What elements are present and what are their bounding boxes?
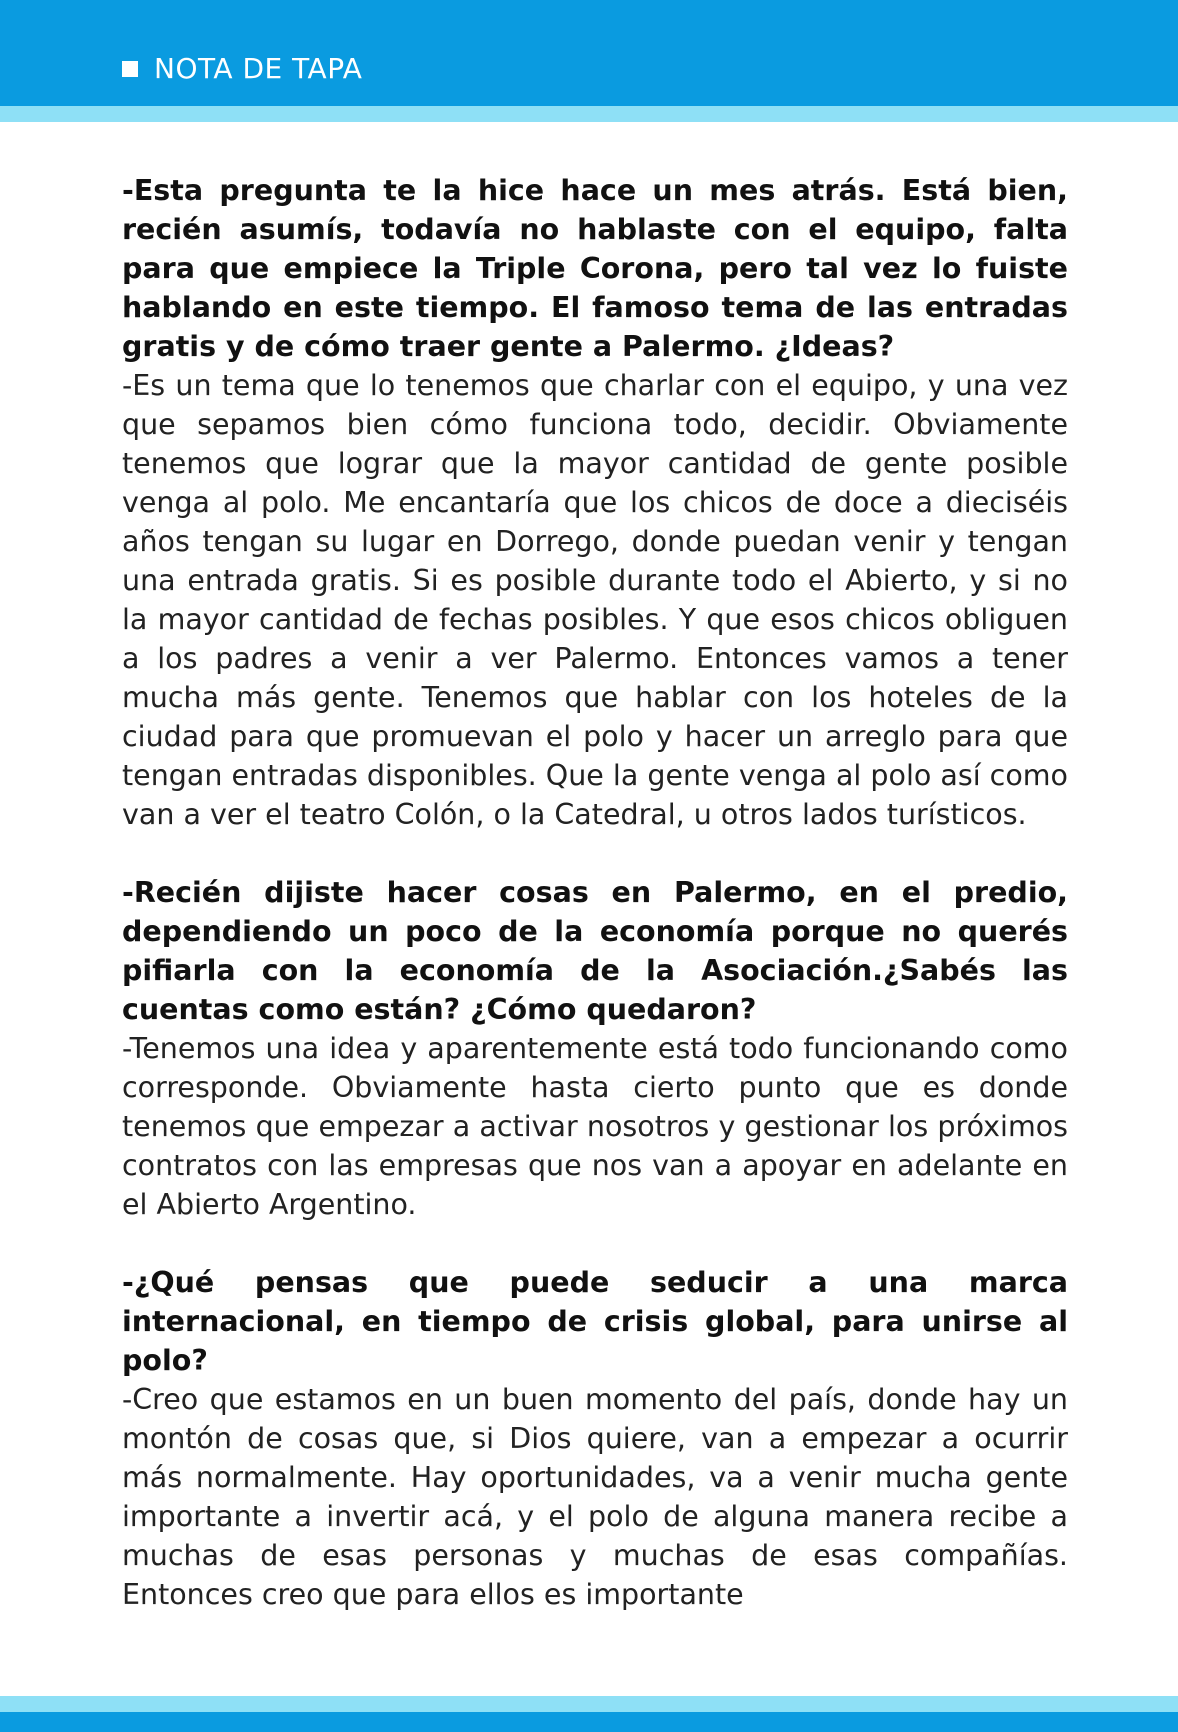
qa-block-3: [122, 1263, 1068, 1614]
footer-stripe: [0, 1696, 1178, 1712]
header-stripe: [0, 106, 1178, 122]
qa-block-2: [122, 873, 1068, 1224]
section-label-text: NOTA DE TAPA: [154, 52, 363, 85]
qa-block-1: [122, 171, 1068, 834]
answer-2: -Tenemos una idea y aparentemente está todo funcionando como corresponde. Obviamente hasta cierto punto que es donde tenemos que empezar a activar nosotros y gestionar los próximos contratos con las empresas que nos van a apoyar en adelante en el Abierto Argentino.: [122, 1032, 1068, 1221]
question-1: -Esta pregunta te la hice hace un mes atrás. Está bien, recién asumís, todavía no hablaste con el equipo, falta para que empiece la Triple Corona, pero tal vez lo fuiste hablando en este tiempo. El famoso tema de las entradas gratis y de cómo traer gente a Palermo. ¿Ideas?: [122, 174, 1068, 363]
question-3: -¿Qué pensas que puede seducir a una marca internacional, en tiempo de crisis global, para unirse al polo?: [122, 1266, 1068, 1377]
square-bullet-icon: [122, 61, 138, 77]
section-label: [122, 52, 362, 85]
answer-1: -Es un tema que lo tenemos que charlar con el equipo, y una vez que sepamos bien cómo funciona todo, decidir. Obviamente tenemos que lograr que la mayor cantidad de gente posible venga al polo. Me encantaría que los chicos de doce a dieciséis años tengan su lugar en Dorrego, donde puedan venir y tengan una entrada gratis. Si es posible durante todo el Abierto, y si no la mayor cantidad de fechas posibles. Y que esos chicos obliguen a los padres a venir a ver Palermo. Entonces vamos a tener mucha más gente. Tenemos que hablar con los hoteles de la ciudad para que promuevan el polo y hacer un arreglo para que tengan entradas disponibles. Que la gente venga al polo así como van a ver el teatro Colón, o la Catedral, u otros lados turísticos.: [122, 369, 1068, 831]
footer-bar: [0, 1712, 1178, 1732]
article-body: [122, 171, 1068, 1653]
question-2: -Recién dijiste hacer cosas en Palermo, en el predio, dependiendo un poco de la economía porque no querés pifiarla con la economía de la Asociación.¿Sabés las cuentas como están? ¿Cómo quedaron?: [122, 876, 1068, 1026]
answer-3: -Creo que estamos en un buen momento del país, donde hay un montón de cosas que, si Dios quiere, van a empezar a ocurrir más normalmente. Hay oportunidades, va a venir mucha gente importante a invertir acá, y el polo de alguna manera recibe a muchas de esas personas y muchas de esas compañías. Entonces creo que para ellos es importante: [122, 1383, 1068, 1611]
